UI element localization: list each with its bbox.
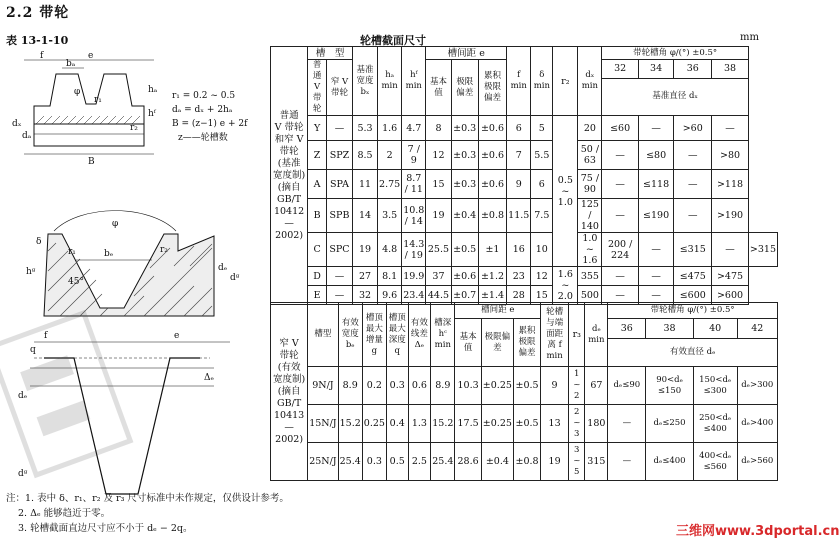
header-narrow-v: 窄 V 带轮 [327,60,353,116]
cell: 14.3 / 19 [402,233,426,267]
cell: 5 [531,116,553,141]
cell: ≤80 [638,141,673,170]
table-row [271,367,778,405]
b-header-phi-group: 带轮槽角 φ/(°) ±0.5° [608,303,778,319]
cell: 8.5 [352,141,377,170]
cell: 13 [541,405,569,443]
formula-r1: r₁ = 0.2 ~ 0.5 [172,91,236,101]
cell: — [638,267,673,286]
cell: ±1.2 [478,267,506,286]
cell: 8.9 [431,367,455,405]
cell: 11.5 [507,199,531,233]
angle-label: 45° [68,277,84,287]
cell: 20 [578,116,602,141]
cell: 10.3 [455,367,481,405]
header-phi-36: 36 [674,60,712,79]
cell: ±0.25 [481,367,513,405]
cell: — [327,116,353,141]
cell: ±0.4 [481,443,513,481]
cell: — [674,141,712,170]
cell: 25.4 [431,443,455,481]
cell: ≤190 [638,199,673,233]
cell: ±0.3 [451,170,478,199]
cell: ±0.6 [478,141,506,170]
cell: 19 [352,233,377,267]
table-row [271,116,778,141]
header-normal-v: 普通 V 带轮 [308,60,327,116]
phi-label: φ [74,87,81,97]
b-header-phi-38: 38 [646,319,693,339]
hf-label: hᶠ [148,109,156,119]
cell: 3 ~ 5 [569,443,585,481]
cell: 1.6 [378,116,402,141]
cell: 9.6 [378,286,402,305]
cell: 10 [531,233,553,267]
delta-label: δ [36,237,42,247]
b-header-e-base: 基本值 [455,319,481,367]
cell: — [327,286,353,305]
cell: ±0.5 [513,405,540,443]
cell: ≤60 [602,116,638,141]
cell: 12 [426,141,451,170]
table-number: 表 13-1-10 [6,34,69,47]
de-label-3: dₑ [18,391,28,401]
cell: >80 [712,141,749,170]
cell-r2-2: 1.0 ~ 1.6 [578,233,602,267]
dg-label-3: dᵍ [18,469,28,479]
header-delta: δ min [531,47,553,116]
cell: 10.8 / 14 [402,199,426,233]
cell: 0.3 [362,443,386,481]
cell: 23.4 [402,286,426,305]
cell: 150<dₑ ≤300 [693,367,737,405]
cell: 355 [578,267,602,286]
cell: 6 [507,116,531,141]
bottom-table-side-label: 窄 V 带轮 (有效 宽度制) (摘自 GB/T 10413 —2002) [271,303,308,481]
r1-label: r₁ [94,95,102,105]
header-e-dev: 极限偏差 [451,60,478,116]
r2-label-2: r₂ [160,245,168,255]
cell: 19 [426,199,451,233]
cell: 67 [585,367,608,405]
b-header-delta-e: 有效线差 Δₑ [408,303,431,367]
cell: 8 [426,116,451,141]
cell: — [327,267,353,286]
table-row [271,141,778,170]
unit-label: mm [740,32,759,43]
cell: E [308,286,327,305]
formula-B: B = (z−1) e + 2f [172,119,248,129]
cell: 7.5 [531,199,553,233]
cell: D [308,267,327,286]
b-header-phi-36: 36 [608,319,646,339]
cell: 7 / 9 [402,141,426,170]
cell: — [608,443,646,481]
B-label: B [88,157,95,167]
cell: — [712,233,749,267]
r1-label-2: r₁ [68,247,76,257]
header-groove-type: 槽 型 [308,47,353,60]
cell: 0.4 [386,405,408,443]
cell: 25N/J [308,443,338,481]
cell: ±0.5 [451,233,478,267]
cell: >190 [712,199,749,233]
header-hf: hᶠ min [402,47,426,116]
table-row [271,443,778,481]
cell: 11 [352,170,377,199]
cell: — [602,267,638,286]
cell: ±0.6 [451,267,478,286]
cell: 14 [352,199,377,233]
cell: 0.3 [386,367,408,405]
cell: SPB [327,199,353,233]
cell: — [674,199,712,233]
cell: 315 [585,443,608,481]
b-header-q: 槽顶最大深度 q [386,303,408,367]
header-e-group: 槽间距 e [426,47,507,60]
cell: SPA [327,170,353,199]
cell: Y [308,116,327,141]
cell: ≤600 [674,286,712,305]
cell: 8.7 / 11 [402,170,426,199]
b-header-eff-diam: 有效直径 dₑ [608,339,778,367]
note-3: 3. 轮槽截面直边尺寸应不小于 dₑ − 2q。 [18,523,193,534]
cell: 15 [426,170,451,199]
cell: 0.5 [386,443,408,481]
cell: — [674,170,712,199]
watermark-stamp [4,320,124,470]
b-header-phi-40: 40 [693,319,737,339]
groove-dimension-table-bottom [270,302,778,481]
cell: dₑ≤400 [646,443,693,481]
ha-label: hₐ [148,85,158,95]
cell: — [638,286,673,305]
cell: 15.2 [338,405,362,443]
cell: dₑ>400 [737,405,777,443]
b-header-e-cum: 累积极限偏差 [513,319,540,367]
header-phi-group: 带轮槽角 φ/(°) ±0.5° [602,47,749,60]
cell: 23 [507,267,531,286]
cell: 2.75 [378,170,402,199]
rim-cross-section-diagram [12,51,248,167]
cell: ±0.7 [451,286,478,305]
header-dd: dₓ min [578,47,602,116]
cell: 9 [541,367,569,405]
cell: 15N/J [308,405,338,443]
cell: dₑ>560 [737,443,777,481]
cell: A [308,170,327,199]
cell: 17.5 [455,405,481,443]
r2-label: r₂ [130,123,138,133]
b-header-g: 槽顶最大增量 g [362,303,386,367]
cell: SPC [327,233,353,267]
header-phi-32: 32 [602,60,638,79]
be-label: bₑ [104,249,114,259]
cell: 2 ~ 3 [569,405,585,443]
watermark-logo: 三维网www.3dportal.cn [676,524,839,539]
cell: — [602,199,638,233]
header-phi-38: 38 [712,60,749,79]
de-label: dₑ [218,263,228,273]
cell: 7 [507,141,531,170]
cell: — [602,141,638,170]
cell: 90<dₑ ≤150 [646,367,693,405]
cell: ≤475 [674,267,712,286]
header-e-base: 基本值 [426,60,451,116]
cell: — [602,170,638,199]
cell: ±0.3 [451,116,478,141]
e-label: e [88,51,94,61]
cell: 125 / 140 [578,199,602,233]
table-row [271,405,778,443]
header-f: f min [507,47,531,116]
cell: — [602,286,638,305]
cell: — [608,405,646,443]
cell: 2.5 [408,443,431,481]
cell: ±1 [478,233,506,267]
cell: C [308,233,327,267]
b-header-de: dₑ min [585,303,608,367]
cell: 2 [378,141,402,170]
note-1: 注：1. 表中 δ、r₁、r₂ 及 r₃ 尺寸标准中未作规定，仅供设计参考。 [6,493,289,504]
cell: 250<dₑ ≤400 [693,405,737,443]
bd-label: bₐ [66,59,76,69]
cell: 15 [531,286,553,305]
cell: 5.3 [352,116,377,141]
cell: >315 [748,233,777,267]
cell: B [308,199,327,233]
cell: >60 [674,116,712,141]
cell: 44.5 [426,286,451,305]
formula-z: z——轮槽数 [178,133,228,143]
cell: 8.1 [378,267,402,286]
cell: ≤118 [638,170,673,199]
cell: ±0.5 [513,367,540,405]
cell: 19.9 [402,267,426,286]
cell: 3.5 [378,199,402,233]
header-r2: r₂ [553,47,578,116]
cell: >475 [712,267,749,286]
da-label: dₐ [22,131,32,141]
cell: 0.6 [408,367,431,405]
header-base-diam: 基准直径 dₓ [602,78,749,115]
cell: dₑ≤90 [608,367,646,405]
cell: 6 [531,170,553,199]
b-header-phi-42: 42 [737,319,777,339]
b-header-e-dev: 极限偏差 [481,319,513,367]
top-table-side-label: 普通 V 带轮 和窄 V 带轮 (基准 宽度制) (摘自 GB/T 10412 —2002) [271,47,308,305]
b-header-hc: 槽深 hᶜ min [431,303,455,367]
cell: ±0.4 [451,199,478,233]
table-row [271,267,778,286]
cell: ±1.4 [478,286,506,305]
cell: 9 [507,170,531,199]
cell: ±0.3 [451,141,478,170]
cell: 28 [507,286,531,305]
cell-r2-3: 1.6 ~ 2.0 [553,267,578,305]
cell: 9N/J [308,367,338,405]
hg-label: hᵍ [26,267,36,277]
table-row [271,170,778,199]
cell: ≤315 [674,233,712,267]
cell: dₑ≤250 [646,405,693,443]
cell: 25.4 [338,443,362,481]
cell: 12 [531,267,553,286]
dd-label: dₓ [12,119,22,129]
cell: 0.25 [362,405,386,443]
delta-e-label: Δₑ [204,373,214,383]
cell: >600 [712,286,749,305]
cell: 16 [507,233,531,267]
cell: 15.2 [431,405,455,443]
cell: 5.5 [531,141,553,170]
cell: 8.9 [338,367,362,405]
e-label-2: e [174,331,180,341]
cell: >118 [712,170,749,199]
header-bd: 基准宽度 bₓ [352,47,377,116]
f-label: f [40,51,44,61]
b-header-r3: r₃ [569,303,585,367]
f-label-2: f [44,331,48,341]
cell: 50 / 63 [578,141,602,170]
b-header-f: 轮槽与端面距离 f min [541,303,569,367]
cell: 4.8 [378,233,402,267]
cell: 1 ~ 2 [569,367,585,405]
cell: 180 [585,405,608,443]
cell: ±0.8 [478,199,506,233]
b-header-e-group: 槽间距 e [455,303,541,319]
cell: 0.2 [362,367,386,405]
cell: 32 [352,286,377,305]
cell: ±0.6 [478,116,506,141]
cell: 19 [541,443,569,481]
cell: — [638,233,673,267]
section-title: 2.2 带轮 [6,5,70,21]
note-2: 2. Δₑ 能够趋近于零。 [18,508,111,519]
cell: 27 [352,267,377,286]
dg-label: dᵍ [230,273,240,283]
cell: ±0.25 [481,405,513,443]
cell: ±0.6 [478,170,506,199]
cell: 400<dₑ ≤560 [693,443,737,481]
header-ha: hₐ min [378,47,402,116]
b-header-groove-type: 槽型 [308,303,338,367]
b-header-be: 有效宽度 bₑ [338,303,362,367]
header-phi-34: 34 [638,60,673,79]
cell: 37 [426,267,451,286]
header-e-cum: 累积极限偏差 [478,60,506,116]
cell: ±0.8 [513,443,540,481]
phi-label-2: φ [112,219,119,229]
cell: SPZ [327,141,353,170]
cell: 4.7 [402,116,426,141]
cell: 75 / 90 [578,170,602,199]
cell: 25.5 [426,233,451,267]
cell: dₑ>300 [737,367,777,405]
cell: — [638,116,673,141]
table-caption: 轮槽截面尺寸 [360,34,426,47]
cell: 200 / 224 [602,233,638,267]
cell: 500 [578,286,602,305]
cell-r2-1: 0.5 ~ 1.0 [553,116,578,267]
cell: 1.3 [408,405,431,443]
q-label: q [30,345,36,355]
table-row [271,233,778,267]
cell: — [712,116,749,141]
cell: 28.6 [455,443,481,481]
groove-dimension-table-top [270,46,778,305]
table-row [271,199,778,233]
formula-da: dₐ = dₓ + 2hₐ [172,105,233,115]
cell: Z [308,141,327,170]
